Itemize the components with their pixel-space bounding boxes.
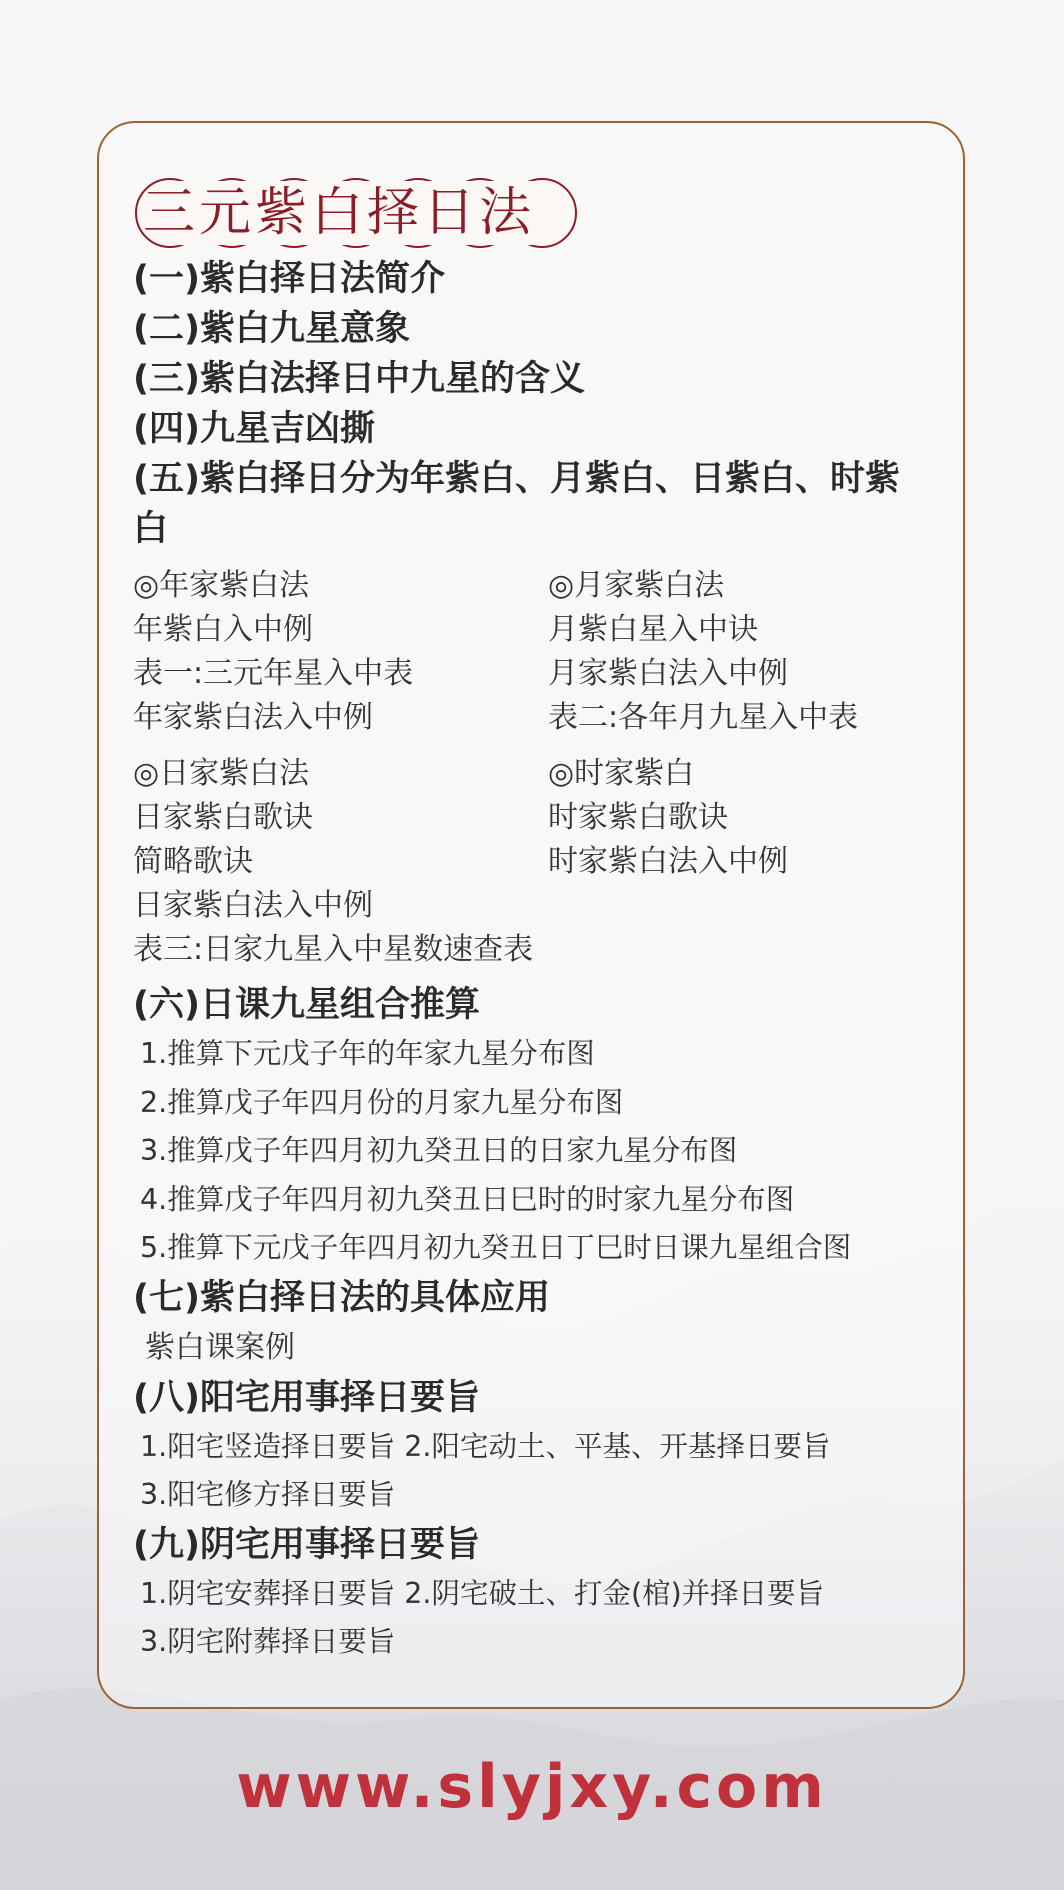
list-item: 3.阳宅修方择日要旨 [140,1478,396,1511]
month-group-item: ◎月家紫白法 [548,568,725,603]
hour-group [548,752,963,972]
hour-group-item: ◎时家紫白 [548,756,695,791]
day-group-item: 日家紫白法入中例 [133,888,373,923]
day-group-item: 简略歌诀 [133,844,253,879]
year-group-item: 表一:三元年星入中表 [133,656,414,691]
day-group-item: 表三:日家九星入中星数速查表 [133,932,534,967]
title-block [133,172,583,254]
month-group-item: 月家紫白法入中例 [548,656,788,691]
list-item: 4.推算戊子年四月初九癸丑日巳时的时家九星分布图 [140,1182,795,1216]
section-8-heading: (八)阳宅用事择日要旨 [133,1377,480,1418]
list-item: 紫白课案例 [145,1329,295,1365]
content-body [133,172,963,1667]
list-item: 1.阴宅安葬择日要旨 2.阴宅破土、打金(棺)并择日要旨 [140,1576,825,1610]
day-group-item: ◎日家紫白法 [133,756,310,791]
month-group-item: 表二:各年月九星入中表 [548,700,859,735]
list-item: 1.推算下元戊子年的年家九星分布图 [140,1037,595,1070]
section-9-heading: (九)阴宅用事择日要旨 [133,1524,480,1565]
month-group-item: 月紫白星入中诀 [548,612,758,647]
year-month-columns [133,564,963,740]
section-7-heading: (七)紫白择日法的具体应用 [133,1277,550,1318]
section-5-heading: (五)紫白择日分为年紫白、月紫白、日紫白、时紫白 [133,459,900,549]
list-item: 3.阴宅附葬择日要旨 [140,1625,396,1658]
hour-group-item: 时家紫白法入中例 [548,844,788,879]
year-group [133,564,548,740]
year-group-item: 年紫白入中例 [133,612,313,647]
year-group-item: 年家紫白法入中例 [133,700,373,735]
list-item: 3.推算戊子年四月初九癸丑日的日家九星分布图 [140,1134,738,1167]
day-group-item: 日家紫白歌诀 [133,800,313,835]
section-4-heading: (四)九星吉凶撕 [133,409,375,449]
year-group-item: ◎年家紫白法 [133,568,310,603]
day-hour-columns [133,752,963,972]
list-item: 5.推算下元戊子年四月初九癸丑日丁巳时日课九星组合图 [140,1231,852,1264]
section-6-list [133,1030,963,1273]
list-item: 1.阳宅竖造择日要旨 2.阳宅动土、平基、开基择日要旨 [140,1429,831,1463]
day-group [133,752,548,972]
hour-group-item: 时家紫白歌诀 [548,800,728,835]
section-3-heading: (三)紫白法择日中九星的含义 [133,359,585,399]
list-item: 2.推算戊子年四月份的月家九星分布图 [140,1085,624,1119]
website-link[interactable]: www.slyjxy.com [236,1752,828,1822]
month-group [548,564,963,740]
page-title: 三元紫白择日法 [143,183,536,243]
section-1-heading: (一)紫白择日法简介 [133,259,445,299]
section-6-heading: (六)日课九星组合推算 [133,985,480,1025]
section-2-heading: (二)紫白九星意象 [133,309,410,349]
